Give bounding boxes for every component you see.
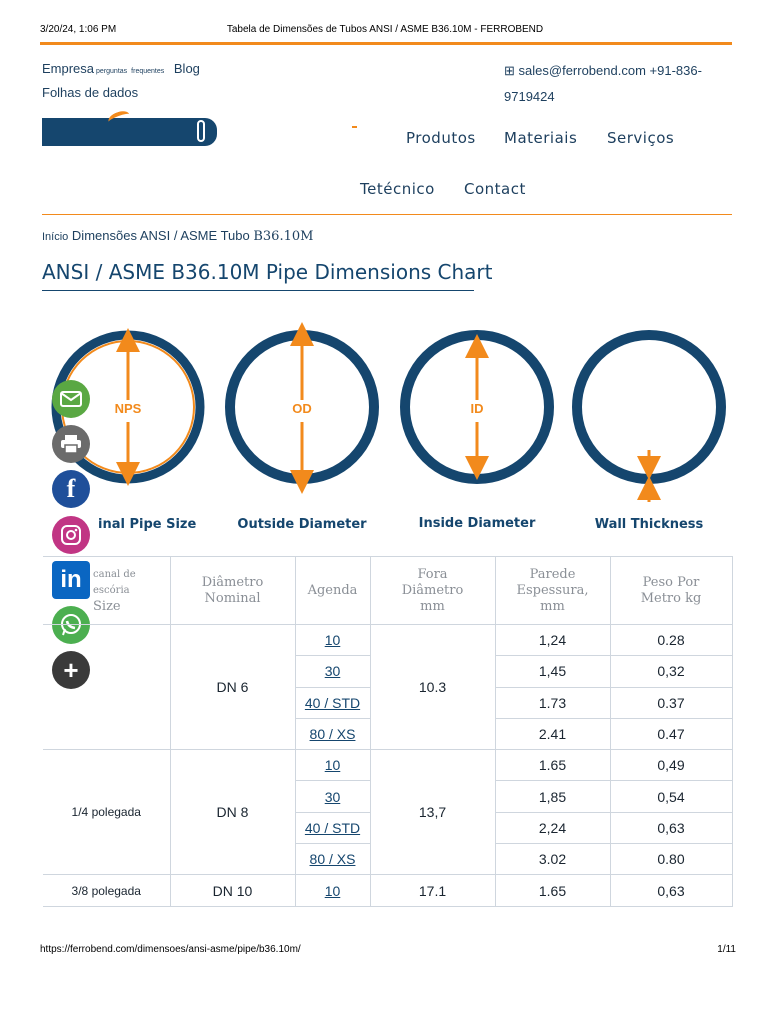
print-timestamp: 3/20/24, 1:06 PM bbox=[40, 24, 117, 35]
share-email-button[interactable] bbox=[52, 380, 90, 418]
link-blog[interactable]: Blog bbox=[173, 61, 200, 76]
wall-caption: Wall Thickness bbox=[594, 517, 704, 532]
share-instagram-button[interactable] bbox=[52, 516, 90, 554]
cell-size bbox=[43, 625, 170, 750]
header-schedule: Agenda bbox=[295, 557, 370, 625]
contact-icon: ⊞ bbox=[504, 63, 515, 78]
cell-schedule-link[interactable]: 80 / XS bbox=[295, 718, 370, 749]
header-nominal-diameter: Diâmetro Nominal bbox=[170, 557, 295, 625]
nav-materiais[interactable]: Materiais bbox=[504, 129, 578, 147]
cell-wall: 1,24 bbox=[495, 625, 610, 656]
instagram-icon bbox=[60, 524, 82, 546]
od-label: OD bbox=[292, 401, 312, 416]
nav-divider bbox=[42, 214, 732, 215]
header-accent-bar bbox=[40, 42, 732, 45]
cell-wall: 1.65 bbox=[495, 750, 610, 781]
breadcrumb-dimensoes[interactable]: Dimensões bbox=[71, 228, 137, 243]
cell-weight: 0.80 bbox=[610, 844, 732, 875]
print-header bbox=[40, 24, 730, 38]
header-wall-thickness: Parede Espessura, mm bbox=[495, 557, 610, 625]
cell-od: 13,7 bbox=[370, 750, 495, 875]
cell-schedule-link[interactable]: 40 / STD bbox=[295, 812, 370, 843]
id-diagram bbox=[405, 335, 549, 531]
link-empresa[interactable]: Empresa bbox=[42, 61, 95, 76]
nav-tetecnico[interactable]: Tetécnico bbox=[360, 180, 435, 198]
cell-schedule-link[interactable]: 80 / XS bbox=[295, 844, 370, 875]
nav-produtos[interactable]: Produtos bbox=[406, 129, 476, 147]
cell-dn: DN 10 bbox=[170, 875, 295, 906]
logo-ring-icon bbox=[197, 120, 205, 142]
cell-weight: 0,63 bbox=[610, 812, 732, 843]
breadcrumb-ansi[interactable]: ANSI / ASME bbox=[139, 228, 218, 243]
cell-wall: 1.73 bbox=[495, 687, 610, 718]
cell-dn: DN 8 bbox=[170, 750, 295, 875]
cell-od: 17.1 bbox=[370, 875, 495, 906]
email-icon bbox=[60, 391, 82, 407]
contact-info bbox=[504, 58, 724, 110]
linkedin-icon: in bbox=[60, 566, 82, 593]
breadcrumb bbox=[42, 228, 313, 244]
od-diagram bbox=[230, 334, 374, 532]
cell-wall: 2.41 bbox=[495, 718, 610, 749]
cell-dn: DN 6 bbox=[170, 625, 295, 750]
print-url: https://ferrobend.com/dimensoes/ansi-asme/pipe/b36.10m/ bbox=[40, 944, 301, 955]
breadcrumb-tubo[interactable]: Tubo bbox=[220, 228, 250, 243]
cell-wall: 2,24 bbox=[495, 812, 610, 843]
cell-schedule-link[interactable]: 10 bbox=[295, 625, 370, 656]
cell-weight: 0.28 bbox=[610, 625, 732, 656]
cell-wall: 1,85 bbox=[495, 781, 610, 812]
cell-wall: 1.65 bbox=[495, 875, 610, 906]
cell-size: 1/4 polegada bbox=[43, 750, 170, 875]
id-label: ID bbox=[470, 401, 484, 416]
top-links bbox=[42, 58, 200, 103]
share-facebook-button[interactable] bbox=[52, 470, 90, 508]
contact-phone-cont[interactable]: 9719424 bbox=[504, 89, 555, 104]
table-row bbox=[43, 625, 732, 656]
wall-thickness-diagram bbox=[577, 335, 721, 532]
breadcrumb-inicio[interactable]: Início bbox=[42, 231, 69, 243]
print-page-number: 1/11 bbox=[717, 944, 736, 955]
print-icon bbox=[60, 434, 82, 454]
site-logo[interactable] bbox=[42, 118, 217, 146]
cell-schedule-link[interactable]: 10 bbox=[295, 750, 370, 781]
id-caption: Inside Diameter bbox=[418, 516, 536, 531]
link-perguntas[interactable]: perguntas bbox=[96, 68, 128, 75]
plus-icon: + bbox=[63, 654, 79, 685]
cell-weight: 0,54 bbox=[610, 781, 732, 812]
contact-phone[interactable]: +91-836- bbox=[649, 63, 702, 78]
cell-schedule-link[interactable]: 40 / STD bbox=[295, 687, 370, 718]
page-title: ANSI / ASME B36.10M Pipe Dimensions Chart bbox=[42, 260, 493, 284]
breadcrumb-current: B36.10M bbox=[253, 229, 314, 244]
dimensions-table bbox=[43, 556, 733, 907]
nps-caption: inal Pipe Size bbox=[98, 517, 197, 532]
cell-schedule-link[interactable]: 30 bbox=[295, 656, 370, 687]
od-caption: Outside Diameter bbox=[237, 517, 367, 532]
cell-weight: 0.47 bbox=[610, 718, 732, 749]
nav-servicos[interactable]: Serviços bbox=[607, 129, 675, 147]
cell-schedule-link[interactable]: 10 bbox=[295, 875, 370, 906]
share-print-button[interactable] bbox=[52, 425, 90, 463]
page-title-underline bbox=[42, 290, 474, 291]
cell-weight: 0.37 bbox=[610, 687, 732, 718]
contact-email[interactable]: sales@ferrobend.com bbox=[518, 63, 646, 78]
table-row bbox=[43, 750, 732, 781]
cell-wall: 1,45 bbox=[495, 656, 610, 687]
link-frequentes[interactable]: frequentes bbox=[131, 68, 165, 75]
print-footer bbox=[40, 944, 736, 955]
print-page-title: Tabela de Dimensões de Tubos ANSI / ASME B36.10M - FERROBEND bbox=[226, 24, 544, 35]
cell-weight: 0,49 bbox=[610, 750, 732, 781]
nav-contact[interactable]: Contact bbox=[464, 180, 526, 198]
nps-label: NPS bbox=[114, 401, 142, 416]
facebook-icon: f bbox=[66, 474, 76, 503]
cell-wall: 3.02 bbox=[495, 844, 610, 875]
cell-weight: 0,63 bbox=[610, 875, 732, 906]
cell-od: 10.3 bbox=[370, 625, 495, 750]
table-header-row bbox=[43, 557, 732, 625]
cell-weight: 0,32 bbox=[610, 656, 732, 687]
header-weight: Peso Por Metro kg bbox=[610, 557, 732, 625]
cell-size: 3/8 polegada bbox=[43, 875, 170, 906]
cell-schedule-link[interactable]: 30 bbox=[295, 781, 370, 812]
table-row bbox=[43, 875, 732, 906]
header-size: canal de escória Size bbox=[43, 557, 170, 625]
logo-swoosh-icon bbox=[107, 109, 132, 128]
header-outside-diameter: Fora Diâmetro mm bbox=[370, 557, 495, 625]
link-folhas-de-dados[interactable]: Folhas de dados bbox=[42, 85, 139, 100]
decorative-dash bbox=[352, 126, 357, 128]
pipe-dimensions-diagram bbox=[0, 318, 768, 543]
